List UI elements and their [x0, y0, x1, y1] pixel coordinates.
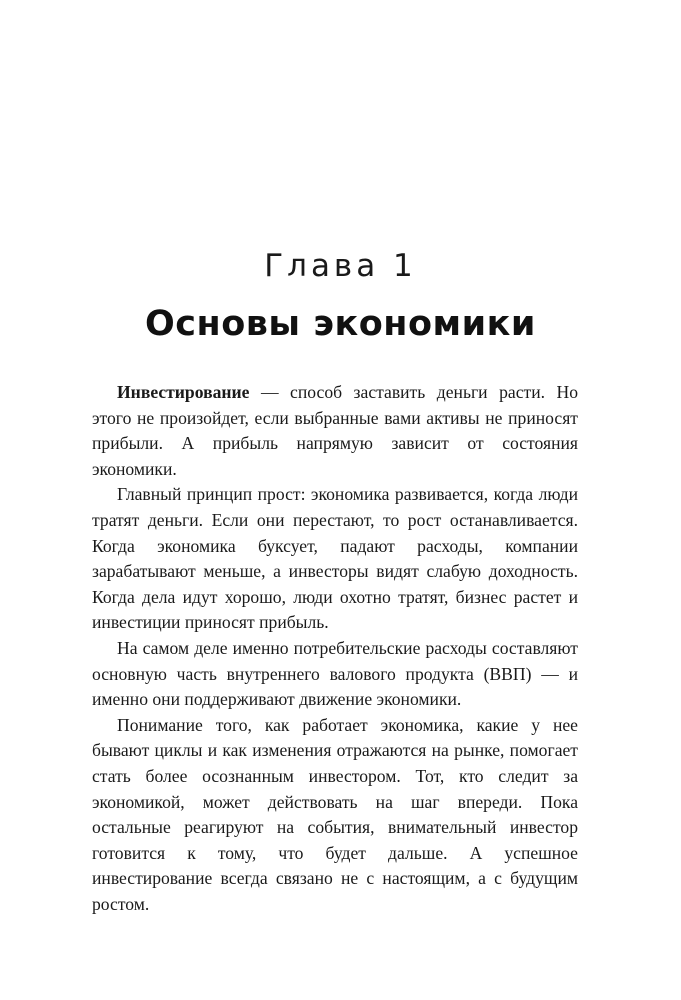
- chapter-body: [92, 380, 578, 917]
- paragraph-text: Понимание того, как работает экономика, какие у нее бывают циклы и как изменения отражаются на рынке, помогает стать более осознанным инвестором. Тот, кто следит за экономикой, может действовать на шаг впереди. Пока остальные реагируют на события, внимательный инвестор готовится к тому, что будет дальше. А успешное инвестирование всегда связано не с настоящим, а с будущим ростом.: [92, 714, 578, 914]
- paragraph: [92, 482, 578, 636]
- paragraph: [92, 636, 578, 713]
- paragraph-text: — способ заставить деньги расти. Но этого не произойдет, если выбранные вами активы не приносят прибыли. А прибыль напрямую зависит от состояния экономики.: [92, 382, 578, 479]
- lead-term: Инвестирование: [117, 382, 250, 402]
- paragraph-text: Главный принцип прост: экономика развивается, когда люди тратят деньги. Если они перестают, то рост останавливается. Когда экономика буксует, падают расходы, компании зарабатывают меньше, а инвесторы видят слабую доходность. Когда дела идут хорошо, люди охотно тратят, бизнес растет и инвестиции приносят прибыль.: [92, 484, 578, 633]
- paragraph: [92, 380, 578, 482]
- paragraph-text: На самом деле именно потребительские расходы составляют основную часть внутреннего валового продукта (ВВП) — и именно они поддерживают движение экономики.: [92, 637, 578, 710]
- paragraph: [92, 713, 578, 918]
- chapter-title: Основы экономики: [145, 304, 536, 344]
- chapter-label: Глава 1: [264, 248, 417, 284]
